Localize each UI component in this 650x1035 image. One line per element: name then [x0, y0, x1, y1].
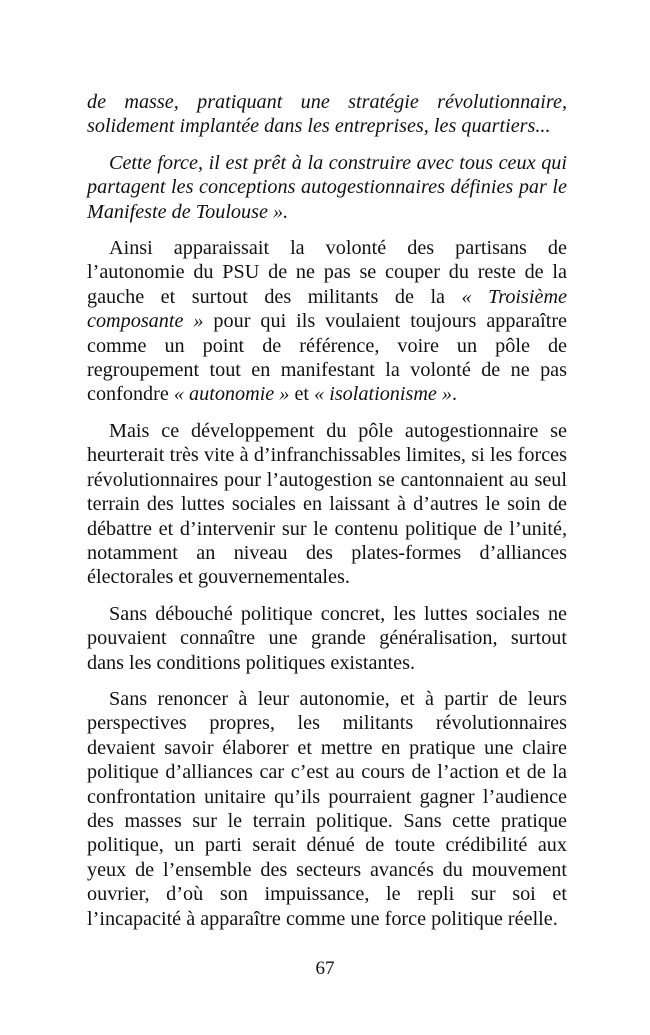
paragraph-alliances: Sans renoncer à leur autonomie, et à partir de leurs perspectives propres, les militants révolutionnaires devaient savoir élaborer et mettre en pratique une claire politique d’alliances car c’est au cours de l’action et de la confrontation unitaire qu’ils pourraient gagner l’audience des masses sur le terrain politique. Sans cette pratique politique, un parti serait dénué de toute crédibilité aux yeux de l’ensemble des secteurs avancés du mouvement ouvrier, d’où son impuissance, le repli sur soi et l’incapacité à apparaître comme une force politique réelle. — [87, 687, 567, 930]
paragraph-quote: Cette force, il est prêt à la construire avec tous ceux qui partagent les conceptions autogestionnaires définies par le Manifeste de Toulouse ». — [87, 151, 567, 223]
paragraph-text: et — [289, 383, 315, 406]
quoted-term: « isolationisme » — [314, 383, 453, 406]
paragraph-political-outlet: Sans débouché politique concret, les luttes sociales ne pouvaient connaître une grande généralisation, surtout dans les conditions politiques existantes. — [87, 602, 567, 674]
paragraph-limits: Mais ce développement du pôle autogestionnaire se heurterait très vite à d’infranchissables limites, si les forces révolutionnaires pour l’autogestion se cantonnaient au seul terrain des luttes sociales en laissant à d’autres le soin de débattre et d’intervenir sur le contenu politique de l’unité, notamment an niveau des plates-formes d’alliances électorales et gouvernementales. — [87, 419, 567, 589]
paragraph-text: Ainsi apparaissait la volonté des partisans de l’autonomie du PSU de ne pas se couper du reste de la gauche et surtout des militants de la — [87, 237, 567, 308]
page-body — [87, 90, 567, 943]
paragraph-autonomy — [87, 236, 567, 407]
paragraph-text: . — [452, 383, 458, 406]
page-number: 67 — [315, 958, 335, 979]
quoted-term: « autonomie » — [173, 383, 290, 406]
paragraph-text: pour qui ils voulaient toujours apparaître comme un point de référence, voire un pôle de regroupement tout en manifestant la volonté de ne pas confondre — [87, 310, 568, 406]
quoted-term: « Troisième composante » — [87, 285, 567, 333]
paragraph-quote-continuation: de masse, pratiquant une stratégie révolutionnaire, solidement implantée dans les entreprises, les quartiers... — [87, 91, 567, 138]
